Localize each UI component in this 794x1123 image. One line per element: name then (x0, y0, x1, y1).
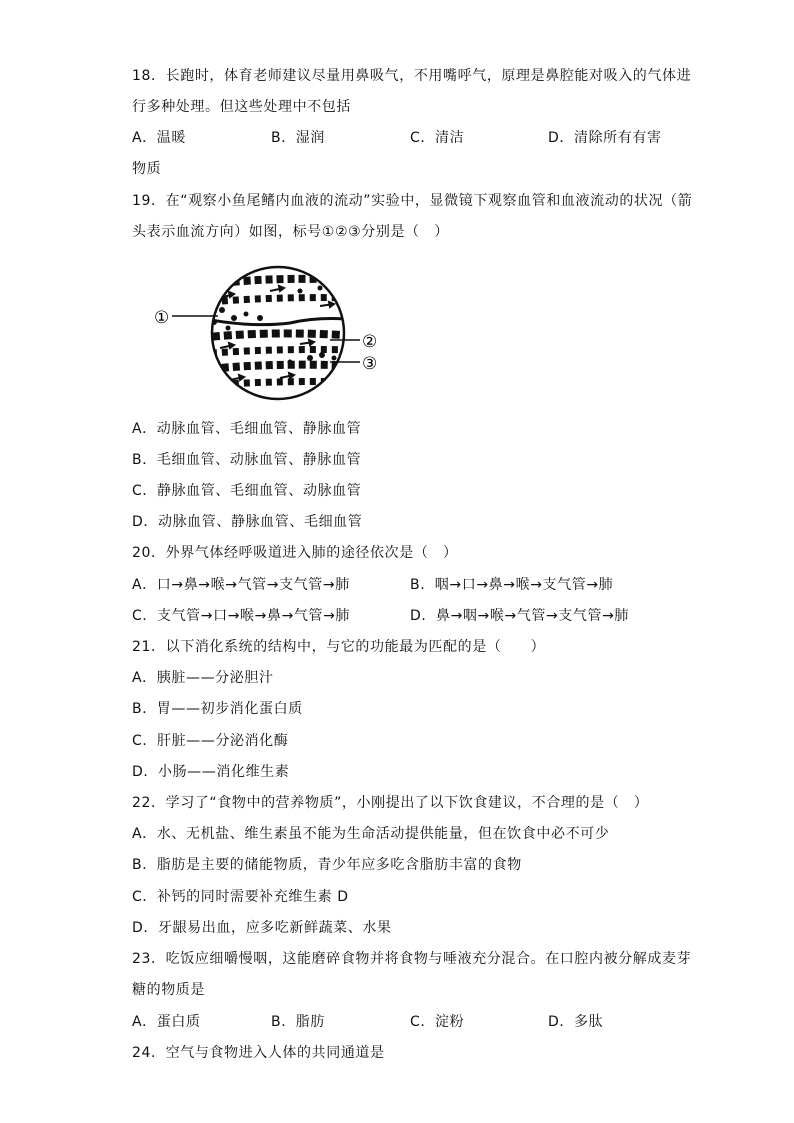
q23-option-b: B．脂肪 (271, 1014, 326, 1030)
figure-label-2: ② (362, 332, 378, 352)
q20-option-b: B．咽→口→鼻→喉→支气管→肺 (410, 577, 614, 593)
q18-option-b: B．湿润 (271, 130, 326, 146)
q23-option-a: A．蛋白质 (132, 1014, 201, 1030)
figure-label-3: ③ (362, 354, 378, 374)
q22-option-b: B．脂肪是主要的储能物质，青少年应多吃含脂肪丰富的食物 (132, 857, 522, 873)
q18-stem-line2: 行多种处理。但这些处理中不包括 (132, 99, 351, 115)
q22-stem: 22．学习了“食物中的营养物质”，小刚提出了以下饮食建议，不合理的是（ ） (132, 795, 649, 811)
q19-option-c: C．静脉血管、毛细血管、动脉血管 (132, 483, 362, 499)
q21-option-c: C．肝脏——分泌消化酶 (132, 733, 289, 749)
q20-option-d: D．鼻→咽→喉→气管→支气管→肺 (410, 608, 630, 624)
q19-option-d: D．动脉血管、静脉血管、毛细血管 (132, 514, 363, 530)
q22-option-c: C．补钙的同时需要补充维生素 D (132, 889, 349, 905)
q22-option-a: A．水、无机盐、维生素虽不能为生命活动提供能量，但在饮食中必不可少 (132, 826, 610, 842)
q19-option-b: B．毛细血管、动脉血管、静脉血管 (132, 452, 362, 468)
q24-stem: 24．空气与食物进入人体的共同通道是 (132, 1045, 385, 1061)
q19-option-a: A．动脉血管、毛细血管、静脉血管 (132, 421, 362, 437)
q21-option-d: D．小肠——消化维生素 (132, 764, 290, 780)
blood-vessel-figure (150, 258, 400, 408)
q18-stem-line1: 18．长跑时，体育老师建议尽量用鼻吸气，不用嘴呼气，原理是鼻腔能对吸入的气体进 (132, 68, 692, 84)
q18-option-d-cont: 物质 (132, 161, 162, 177)
q21-option-b: B．胃——初步消化蛋白质 (132, 701, 303, 717)
q18-option-d: D．清除所有有害 (548, 130, 662, 146)
q19-stem-line2: 头表示血流方向）如图，标号①②③分别是（ ） (132, 224, 449, 240)
q19-stem-line1: 19．在“观察小鱼尾鳍内血液的流动”实验中，显微镜下观察血管和血液流动的状况（箭 (132, 193, 693, 209)
q23-stem-line1: 23．吃饭应细嚼慢咽，这能磨碎食物并将食物与唾液充分混合。在口腔内被分解成麦芽 (132, 951, 692, 967)
q18-option-a: A．温暖 (132, 130, 186, 146)
q18-option-c: C．清洁 (410, 130, 465, 146)
figure-label-1: ① (154, 308, 170, 328)
q22-option-d: D．牙龈易出血，应多吃新鲜蔬菜、水果 (132, 920, 392, 936)
q23-stem-line2: 糖的物质是 (132, 982, 205, 998)
q20-option-a: A．口→鼻→喉→气管→支气管→肺 (132, 577, 350, 593)
q20-option-c: C．支气管→口→喉→鼻→气管→肺 (132, 608, 351, 624)
q21-stem: 21．以下消化系统的结构中，与它的功能最为匹配的是（ ） (132, 639, 546, 655)
q23-option-d: D．多肽 (548, 1014, 604, 1030)
q23-option-c: C．淀粉 (410, 1014, 465, 1030)
q20-stem: 20．外界气体经呼吸道进入肺的途径依次是（ ） (132, 545, 458, 561)
q21-option-a: A．胰脏——分泌胆汁 (132, 670, 274, 686)
